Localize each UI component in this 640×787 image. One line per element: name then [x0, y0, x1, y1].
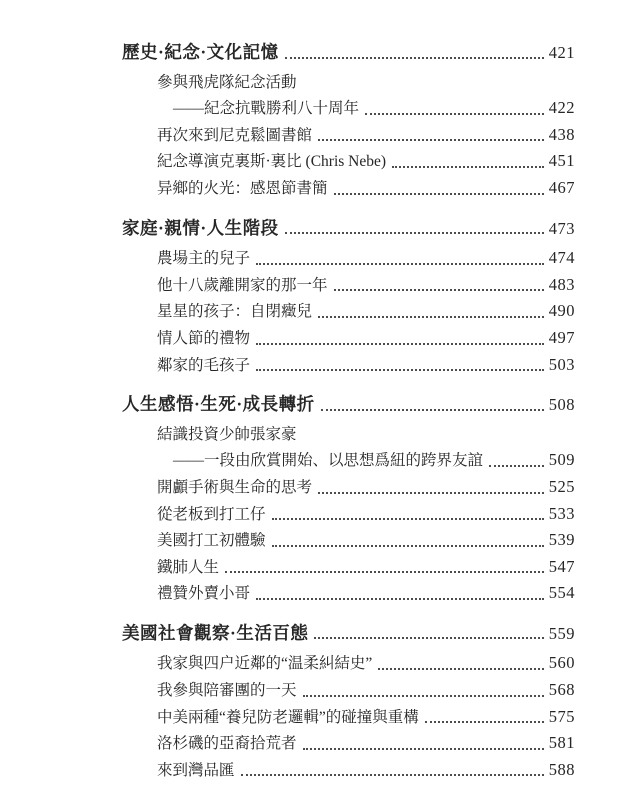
- toc-entry: [157, 148, 575, 175]
- toc-entry: [157, 757, 575, 784]
- entry-page-number: 503: [548, 354, 575, 374]
- toc-entry: [157, 554, 575, 581]
- toc-section-heading: [122, 40, 575, 66]
- dot-leader: [378, 668, 543, 670]
- toc-entry-continuation: [173, 95, 575, 122]
- dot-leader: [256, 369, 544, 371]
- dot-leader: [314, 637, 543, 639]
- entry-title: 禮贊外賣小哥: [157, 585, 251, 603]
- section-page-number: 559: [548, 623, 575, 643]
- entry-page-number: 533: [548, 503, 575, 523]
- table-of-contents: [122, 40, 575, 787]
- entry-page-number: 525: [548, 476, 575, 496]
- dot-leader: [489, 465, 544, 467]
- dot-leader: [303, 748, 544, 750]
- dot-leader: [318, 139, 544, 141]
- entry-page-number: 474: [548, 248, 575, 268]
- entry-page-number: 422: [548, 98, 575, 118]
- entry-title: 鐵肺人生: [157, 558, 220, 576]
- toc-entry: [157, 70, 575, 96]
- entry-title: 他十八歲離開家的那一年: [157, 276, 328, 294]
- toc-entry: [157, 325, 575, 352]
- entry-title: 鄰家的毛孩子: [157, 356, 251, 374]
- toc-entry: [157, 245, 575, 272]
- entry-page-number: 509: [548, 450, 575, 470]
- entry-title: 我參與陪審團的一天: [157, 682, 297, 700]
- dot-leader: [241, 774, 544, 776]
- entry-title: 參與飛虎隊紀念活動: [157, 73, 297, 91]
- toc-entry: [157, 704, 575, 731]
- entry-page-number: 581: [548, 733, 575, 753]
- dot-leader: [272, 545, 544, 547]
- toc-entry: [157, 122, 575, 149]
- dot-leader: [334, 289, 544, 291]
- entry-page-number: 467: [548, 177, 575, 197]
- section-title: 家庭·親情·人生階段: [122, 217, 279, 238]
- toc-entry: [157, 730, 575, 757]
- toc-entry: [157, 474, 575, 501]
- toc-section: [122, 40, 575, 202]
- toc-entry: [157, 677, 575, 704]
- entry-subtitle: ——紀念抗戰勝利八十周年: [173, 100, 360, 118]
- toc-section-heading: [122, 392, 575, 418]
- entry-page-number: 554: [548, 583, 575, 603]
- dot-leader: [225, 571, 544, 573]
- dot-leader: [365, 113, 544, 115]
- dot-leader: [303, 695, 544, 697]
- entry-title: 洛杉磯的亞裔拾荒者: [157, 735, 297, 753]
- toc-entry: [157, 580, 575, 607]
- section-page-number: 508: [548, 395, 575, 415]
- entry-title: 星星的孩子：自閉癥兒: [157, 303, 313, 321]
- toc-entry: [157, 352, 575, 379]
- toc-entry: [157, 422, 575, 448]
- entry-title: 异鄉的火光：感恩節書簡: [157, 179, 328, 197]
- toc-section: [122, 216, 575, 379]
- toc-entry: [157, 175, 575, 202]
- entry-page-number: 490: [548, 301, 575, 321]
- entry-title: 中美兩種“養兒防老邏輯”的碰撞與重構: [157, 708, 419, 726]
- toc-section-heading: [122, 216, 575, 242]
- dot-leader: [392, 166, 544, 168]
- entry-page-number: 438: [548, 124, 575, 144]
- dot-leader: [285, 232, 544, 234]
- toc-entry-continuation: [173, 447, 575, 474]
- entry-page-number: 568: [548, 680, 575, 700]
- entry-page-number: 560: [548, 653, 575, 673]
- section-title: 歷史·紀念·文化記憶: [122, 42, 279, 62]
- dot-leader: [256, 263, 544, 265]
- section-title: 美國社會觀察·生活百態: [122, 622, 309, 643]
- entry-title: 美國打工初體驗: [157, 532, 266, 550]
- entry-title: 從老板到打工仔: [157, 505, 266, 523]
- toc-entry: [157, 298, 575, 325]
- dot-leader: [256, 598, 544, 600]
- entry-page-number: 575: [548, 706, 575, 726]
- entry-title: 再次來到尼克鬆圖書館: [157, 126, 313, 144]
- entry-title: 我家與四户近鄰的“温柔糾結史”: [157, 655, 373, 673]
- entry-title: 紀念導演克裏斯·裏比 (Chris Nebe): [157, 153, 387, 171]
- entry-subtitle: ——一段由欣賞開始、以思想爲紐的跨界友誼: [173, 452, 484, 470]
- entry-page-number: 451: [548, 151, 575, 171]
- section-page-number: 421: [548, 43, 575, 62]
- dot-leader: [318, 316, 544, 318]
- entry-page-number: 497: [548, 327, 575, 347]
- toc-entry: [157, 650, 575, 677]
- section-page-number: 473: [548, 218, 575, 238]
- entry-page-number: 547: [548, 556, 575, 576]
- entry-page-number: 483: [548, 274, 575, 294]
- toc-entry: [157, 501, 575, 528]
- dot-leader: [318, 492, 544, 494]
- entry-title: 來到灣品匯: [157, 761, 235, 779]
- dot-leader: [321, 409, 544, 411]
- entry-title: 開顱手術與生命的思考: [157, 478, 313, 496]
- section-title: 人生感悟·生死·成長轉折: [122, 394, 315, 415]
- entry-title: 情人節的禮物: [157, 329, 251, 347]
- entry-page-number: 539: [548, 530, 575, 550]
- entry-page-number: 588: [548, 759, 575, 779]
- dot-leader: [272, 518, 544, 520]
- toc-section: [122, 621, 575, 784]
- dot-leader: [256, 343, 544, 345]
- toc-section: [122, 392, 575, 607]
- entry-title: 結識投資少帥張家豪: [157, 425, 297, 443]
- toc-entry: [157, 527, 575, 554]
- toc-entry: [157, 272, 575, 299]
- toc-section-heading: [122, 621, 575, 647]
- dot-leader: [334, 193, 544, 195]
- dot-leader: [285, 57, 544, 59]
- entry-title: 農場主的兒子: [157, 250, 251, 268]
- dot-leader: [425, 721, 544, 723]
